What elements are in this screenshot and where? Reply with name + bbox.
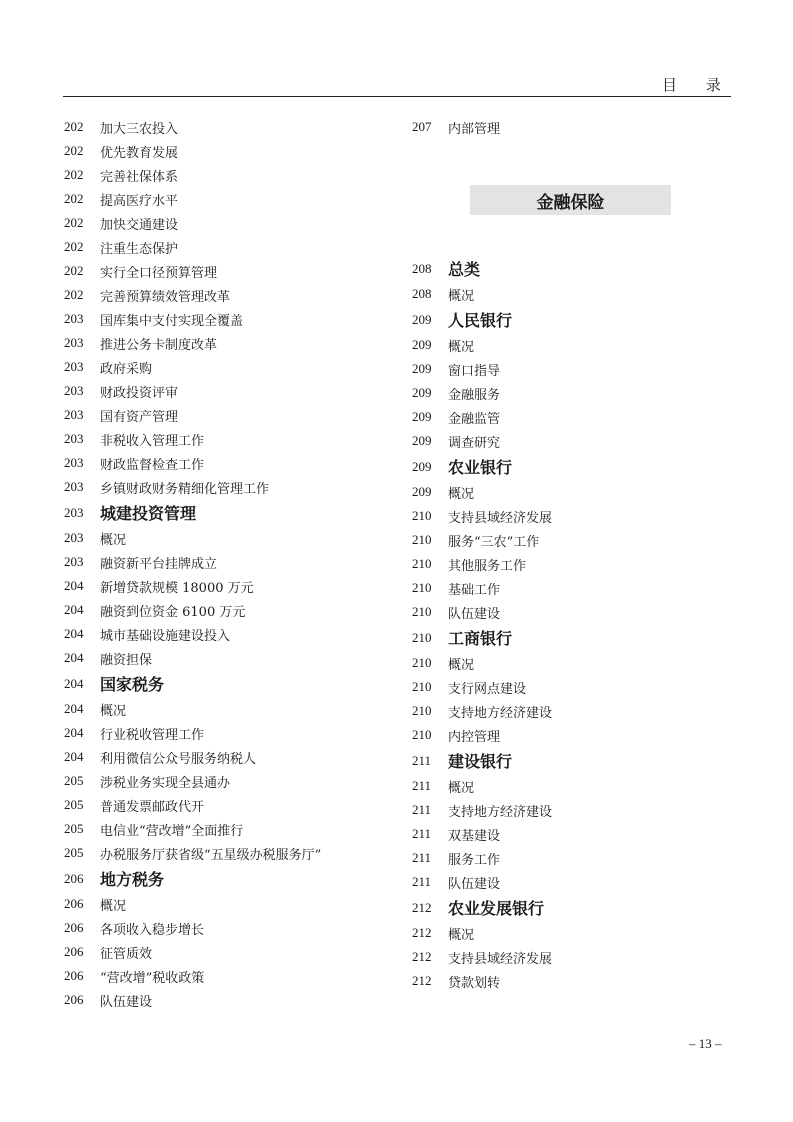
toc-page-number: 204 bbox=[64, 675, 84, 691]
toc-page-number: 206 bbox=[64, 896, 84, 911]
toc-page-number: 210 bbox=[412, 655, 432, 670]
toc-entry bbox=[412, 822, 732, 846]
toc-entry-title: 金融监管 bbox=[448, 411, 501, 427]
toc-entry-title: 乡镇财政财务精细化管理工作 bbox=[100, 481, 270, 497]
toc-page-number: 210 bbox=[412, 580, 432, 595]
toc-page-number: 210 bbox=[412, 508, 432, 523]
toc-page-number: 203 bbox=[64, 479, 84, 494]
toc-page-number: 204 bbox=[64, 578, 84, 593]
toc-entry bbox=[64, 331, 394, 355]
toc-entry-title: 非税收入管理工作 bbox=[100, 433, 205, 449]
toc-entry-title: 其他服务工作 bbox=[448, 558, 527, 574]
toc-entry-title: 人民银行 bbox=[448, 311, 513, 330]
toc-page-number: 202 bbox=[64, 143, 84, 158]
toc-entry bbox=[64, 139, 394, 163]
toc-page-number: 210 bbox=[412, 604, 432, 619]
toc-entry-title: 队伍建设 bbox=[448, 606, 501, 622]
toc-entry bbox=[64, 403, 394, 427]
toc-entry bbox=[64, 646, 394, 670]
toc-page-number: 212 bbox=[412, 925, 432, 940]
toc-entry bbox=[64, 307, 394, 331]
toc-entry-title: 实行全口径预算管理 bbox=[100, 265, 218, 281]
toc-page-number: 203 bbox=[64, 455, 84, 470]
toc-page-number: 210 bbox=[412, 679, 432, 694]
toc-entry bbox=[64, 355, 394, 379]
toc-entry bbox=[64, 475, 394, 499]
toc-page-number: 203 bbox=[64, 504, 84, 520]
toc-page-number: 203 bbox=[64, 383, 84, 398]
toc-page-number: 205 bbox=[64, 845, 84, 860]
toc-page-number: 203 bbox=[64, 530, 84, 545]
toc-page-number: 210 bbox=[412, 727, 432, 742]
toc-entry bbox=[412, 774, 732, 798]
toc-entry bbox=[64, 235, 394, 259]
toc-page-number: 209 bbox=[412, 311, 432, 327]
toc-entry-title: 服务“三农”工作 bbox=[448, 534, 540, 550]
toc-entry-title: 完善社保体系 bbox=[100, 169, 179, 185]
toc-entry bbox=[412, 504, 732, 528]
toc-page-number: 209 bbox=[412, 458, 432, 474]
toc-entry-title: 队伍建设 bbox=[448, 876, 501, 892]
toc-page-number: 206 bbox=[64, 944, 84, 959]
toc-section-heading bbox=[412, 453, 732, 480]
toc-entry-title: 窗口指导 bbox=[448, 363, 501, 379]
toc-entry bbox=[412, 357, 732, 381]
toc-entry-title: 工商银行 bbox=[448, 629, 513, 648]
toc-entry-title: 利用微信公众号服务纳税人 bbox=[100, 751, 257, 767]
toc-page-number: 211 bbox=[412, 850, 432, 865]
toc-entry bbox=[412, 333, 732, 357]
toc-entry-title: 国家税务 bbox=[100, 675, 165, 694]
toc-page-number: 209 bbox=[412, 484, 432, 499]
toc-entry bbox=[64, 622, 394, 646]
toc-entry-title: 推进公务卡制度改革 bbox=[100, 337, 218, 353]
toc-entry bbox=[412, 552, 732, 576]
toc-entry-title: 国库集中支付实现全覆盖 bbox=[100, 313, 244, 329]
toc-entry-title: 融资担保 bbox=[100, 652, 153, 668]
toc-page-number: 203 bbox=[64, 335, 84, 350]
toc-entry bbox=[412, 600, 732, 624]
toc-page-number: 203 bbox=[64, 554, 84, 569]
toc-entry-title: 金融服务 bbox=[448, 387, 501, 403]
toc-entry bbox=[412, 798, 732, 822]
toc-entry-title: 总类 bbox=[448, 260, 481, 279]
toc-page-number: 204 bbox=[64, 602, 84, 617]
toc-page-number: 202 bbox=[64, 167, 84, 182]
toc-page-number: 211 bbox=[412, 826, 432, 841]
toc-page-number: 211 bbox=[412, 874, 432, 889]
toc-entry-title: 概况 bbox=[448, 288, 475, 304]
toc-entry-title: 政府采购 bbox=[100, 361, 153, 377]
toc-entry-title: 概况 bbox=[448, 780, 475, 796]
toc-entry-title: 城建投资管理 bbox=[100, 504, 197, 523]
toc-page-number: 205 bbox=[64, 797, 84, 812]
toc-entry bbox=[412, 945, 732, 969]
toc-section-heading bbox=[64, 865, 394, 892]
toc-section-heading bbox=[412, 747, 732, 774]
toc-page-number: 209 bbox=[412, 409, 432, 424]
toc-entry bbox=[64, 841, 394, 865]
toc-entry-title: 内部管理 bbox=[448, 121, 501, 137]
toc-page-number: 208 bbox=[412, 286, 432, 301]
toc-entry bbox=[64, 574, 394, 598]
toc-section-heading bbox=[64, 499, 394, 526]
toc-entry bbox=[64, 550, 394, 574]
toc-page-number: 202 bbox=[64, 119, 84, 134]
toc-page-number: 204 bbox=[64, 626, 84, 641]
toc-entry bbox=[412, 846, 732, 870]
toc-entry-title: 各项收入稳步增长 bbox=[100, 922, 205, 938]
toc-entry bbox=[64, 259, 394, 283]
toc-section-heading bbox=[412, 894, 732, 921]
toc-entry-title: 新增贷款规模 18000 万元 bbox=[100, 580, 254, 596]
toc-page-number: 202 bbox=[64, 287, 84, 302]
toc-section-heading bbox=[64, 670, 394, 697]
toc-page-number: 203 bbox=[64, 359, 84, 374]
toc-page-number: 203 bbox=[64, 431, 84, 446]
toc-entry bbox=[64, 697, 394, 721]
toc-page-number: 210 bbox=[412, 629, 432, 645]
toc-entry bbox=[64, 892, 394, 916]
toc-entry bbox=[412, 282, 732, 306]
toc-entry bbox=[412, 969, 732, 993]
toc-entry bbox=[64, 163, 394, 187]
toc-page-number: 202 bbox=[64, 191, 84, 206]
toc-entry-title: 电信业“营改增”全面推行 bbox=[100, 823, 244, 839]
toc-entry-title: 地方税务 bbox=[100, 870, 165, 889]
toc-entry bbox=[64, 427, 394, 451]
toc-page-number: 202 bbox=[64, 239, 84, 254]
toc-entry-title: 涉税业务实现全县通办 bbox=[100, 775, 231, 791]
toc-page-number: 210 bbox=[412, 556, 432, 571]
toc-entry bbox=[64, 769, 394, 793]
toc-page-number: 205 bbox=[64, 773, 84, 788]
toc-entry-title: 概况 bbox=[448, 486, 475, 502]
toc-entry bbox=[412, 699, 732, 723]
toc-page-number: 205 bbox=[64, 821, 84, 836]
toc-entry bbox=[64, 916, 394, 940]
toc-entry-title: 支行网点建设 bbox=[448, 681, 527, 697]
toc-entry-title: 支持地方经济建设 bbox=[448, 705, 553, 721]
toc-entry bbox=[64, 115, 394, 139]
toc-page-number: 204 bbox=[64, 701, 84, 716]
toc-entry-title: 概况 bbox=[100, 898, 127, 914]
toc-page-number: 206 bbox=[64, 870, 84, 886]
toc-entry bbox=[412, 651, 732, 675]
toc-page-number: 203 bbox=[64, 311, 84, 326]
toc-entry bbox=[64, 988, 394, 1012]
toc-section-heading bbox=[412, 624, 732, 651]
toc-entry-title: 办税服务厅获省级“五星级办税服务厅” bbox=[100, 847, 322, 863]
toc-entry bbox=[412, 723, 732, 747]
toc-page-number: 211 bbox=[412, 802, 432, 817]
toc-entry-title: 支持县域经济发展 bbox=[448, 510, 553, 526]
toc-entry bbox=[412, 870, 732, 894]
toc-entry bbox=[64, 745, 394, 769]
toc-entry-title: 农业发展银行 bbox=[448, 899, 545, 918]
toc-page-number: 204 bbox=[64, 749, 84, 764]
toc-page-number: 211 bbox=[412, 752, 432, 768]
toc-page-number: 209 bbox=[412, 337, 432, 352]
toc-entry-title: 国有资产管理 bbox=[100, 409, 179, 425]
toc-entry-title: 财政监督检查工作 bbox=[100, 457, 205, 473]
toc-page-number: 209 bbox=[412, 361, 432, 376]
toc-entry-title: 队伍建设 bbox=[100, 994, 153, 1010]
toc-entry-title: 调查研究 bbox=[448, 435, 501, 451]
toc-entry-title: 普通发票邮政代开 bbox=[100, 799, 205, 815]
toc-page-number: 211 bbox=[412, 778, 432, 793]
toc-page-number: 207 bbox=[412, 119, 432, 134]
toc-page-number: 208 bbox=[412, 260, 432, 276]
toc-entry bbox=[64, 940, 394, 964]
toc-entry bbox=[64, 964, 394, 988]
toc-page-number: 202 bbox=[64, 263, 84, 278]
toc-section-heading bbox=[412, 306, 732, 333]
toc-entry bbox=[64, 598, 394, 622]
toc-entry-title: 概况 bbox=[448, 339, 475, 355]
toc-entry-title: 融资新平台挂牌成立 bbox=[100, 556, 218, 572]
section-title-box: 金融保险 bbox=[470, 185, 671, 215]
toc-page-number: 212 bbox=[412, 973, 432, 988]
toc-entry-title: 支持县域经济发展 bbox=[448, 951, 553, 967]
toc-entry-title: 贷款划转 bbox=[448, 975, 501, 991]
toc-entry bbox=[412, 115, 732, 139]
toc-page-number: 206 bbox=[64, 968, 84, 983]
toc-entry bbox=[412, 429, 732, 453]
toc-entry-title: 概况 bbox=[448, 657, 475, 673]
toc-entry bbox=[412, 405, 732, 429]
toc-entry-title: 完善预算绩效管理改革 bbox=[100, 289, 231, 305]
toc-entry bbox=[412, 480, 732, 504]
toc-page-number: 204 bbox=[64, 650, 84, 665]
toc-entry-title: 城市基础设施建设投入 bbox=[100, 628, 231, 644]
toc-entry bbox=[64, 451, 394, 475]
toc-entry-title: 优先教育发展 bbox=[100, 145, 179, 161]
toc-entry-title: 双基建设 bbox=[448, 828, 501, 844]
toc-entry bbox=[64, 187, 394, 211]
toc-entry-title: 支持地方经济建设 bbox=[448, 804, 553, 820]
toc-page-number: 212 bbox=[412, 949, 432, 964]
toc-page-number: 203 bbox=[64, 407, 84, 422]
toc-entry-title: 财政投资评审 bbox=[100, 385, 179, 401]
page-number: – 13 – bbox=[689, 1036, 722, 1051]
toc-page-number: 210 bbox=[412, 532, 432, 547]
toc-page-number: 209 bbox=[412, 433, 432, 448]
toc-page-number: 202 bbox=[64, 215, 84, 230]
toc-entry-title: 加大三农投入 bbox=[100, 121, 179, 137]
toc-entry bbox=[412, 675, 732, 699]
toc-entry bbox=[412, 381, 732, 405]
running-header-title: 目 录 bbox=[662, 76, 733, 94]
toc-entry-title: 概况 bbox=[100, 703, 127, 719]
toc-entry-title: 提高医疗水平 bbox=[100, 193, 179, 209]
toc-page-number: 206 bbox=[64, 992, 84, 1007]
toc-entry-title: 概况 bbox=[448, 927, 475, 943]
toc-entry bbox=[64, 526, 394, 550]
toc-entry bbox=[412, 921, 732, 945]
toc-page-number: 204 bbox=[64, 725, 84, 740]
toc-entry bbox=[64, 379, 394, 403]
toc-entry-title: 基础工作 bbox=[448, 582, 501, 598]
toc-page-number: 206 bbox=[64, 920, 84, 935]
header-rule bbox=[63, 96, 731, 97]
toc-entry bbox=[64, 283, 394, 307]
toc-entry-title: 农业银行 bbox=[448, 458, 513, 477]
toc-page-number: 210 bbox=[412, 703, 432, 718]
toc-entry bbox=[412, 528, 732, 552]
toc-entry-title: 建设银行 bbox=[448, 752, 513, 771]
toc-entry-title: 行业税收管理工作 bbox=[100, 727, 205, 743]
toc-entry-title: 征管质效 bbox=[100, 946, 153, 962]
toc-entry-title: 融资到位资金 6100 万元 bbox=[100, 604, 246, 620]
toc-section-heading bbox=[412, 255, 732, 282]
toc-entry bbox=[412, 576, 732, 600]
toc-page-number: 209 bbox=[412, 385, 432, 400]
toc-entry bbox=[64, 211, 394, 235]
toc-page-number: 212 bbox=[412, 899, 432, 915]
toc-entry-title: “营改增”税收政策 bbox=[100, 970, 205, 986]
toc-right-column bbox=[412, 115, 732, 993]
toc-left-column bbox=[64, 115, 394, 1012]
toc-entry-title: 内控管理 bbox=[448, 729, 501, 745]
toc-entry bbox=[64, 817, 394, 841]
toc-entry bbox=[64, 793, 394, 817]
toc-entry-title: 加快交通建设 bbox=[100, 217, 179, 233]
toc-entry-title: 注重生态保护 bbox=[100, 241, 179, 257]
toc-entry-title: 概况 bbox=[100, 532, 127, 548]
toc-entry bbox=[64, 721, 394, 745]
toc-entry-title: 服务工作 bbox=[448, 852, 501, 868]
